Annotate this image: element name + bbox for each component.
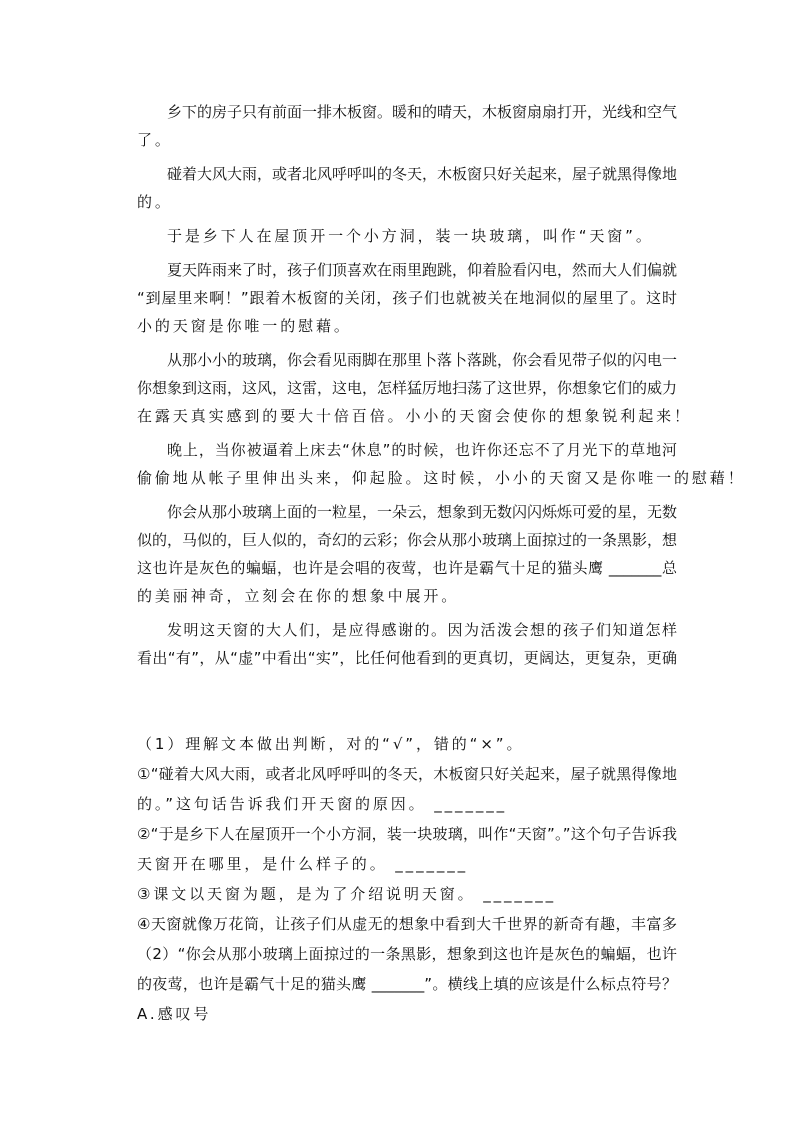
text-line: 发明这天窗的大人们，是应得感谢的。因为活泼会想的孩子们知道怎样 (167, 621, 677, 639)
paragraph-2 (137, 160, 677, 216)
text-line: 了。 (137, 131, 173, 149)
text-line: 偷偷地从帐子里伸出头来，仰起脸。这时候，小小的天窗又是你唯一的慰藉！ (137, 469, 746, 487)
question-2: （2）“你会从那小玻璃上面掠过的一条黑影，想象到这也许是灰色的蝙蝠，也许 (137, 945, 677, 963)
paragraph-1 (137, 98, 677, 154)
question-2-option-a: A.感叹号 (137, 1005, 212, 1023)
paragraph-8 (137, 616, 677, 672)
paragraph-4 (137, 256, 677, 340)
question-1-item-3: ③课文以天窗为题，是为了介绍说明天窗。 _______ (137, 885, 557, 903)
text-line: 的美丽神奇，立刻会在你的想象中展开。 (137, 587, 460, 605)
text-line: 于是乡下人在屋顶开一个小方洞，装一块玻璃，叫作“天窗”。 (167, 227, 654, 245)
text-line: 看出“有”，从“虚”中看出“实”，比任何他看到的更真切，更阔达，更复杂，更确 (137, 649, 677, 667)
question-1-item-2: ②“于是乡下人在屋顶开一个小方洞，装一块玻璃，叫作“天窗”。”这个句子告诉我 (137, 825, 677, 843)
text-line: 你想象到这雨，这风，这雷，这电，怎样猛厉地扫荡了这世界，你想象它们的威力 (137, 379, 677, 397)
paragraph-6 (137, 436, 746, 492)
questions (137, 729, 677, 1029)
paragraph-7 (137, 498, 677, 610)
text-line: 这也许是灰色的蝙蝠，也许是会唱的夜莺，也许是霸气十足的猫头鹰 _______总 (137, 559, 677, 577)
text-line: 碰着大风大雨，或者北风呼呼叫的冬天，木板窗只好关起来，屋子就黑得像地 (167, 165, 677, 183)
text-line: 从那小小的玻璃，你会看见雨脚在那里卜落卜落跳，你会看见带子似的闪电一 (167, 351, 677, 369)
passage (137, 98, 746, 678)
text-line: 你会从那小玻璃上面的一粒星，一朵云，想象到无数闪闪烁烁可爱的星，无数 (167, 503, 677, 521)
text-line: 小的天窗是你唯一的慰藉。 (137, 317, 352, 335)
text-line: 晚上，当你被逼着上床去“休息”的时候，也许你还忘不了月光下的草地河 (167, 441, 677, 459)
question-1-item-4: ④天窗就像万花筒，让孩子们从虚无的想象中看到大千世界的新奇有趣，丰富多 (137, 915, 677, 933)
question-1-item-2: 天窗开在哪里，是什么样子的。 _______ (137, 855, 469, 873)
question-1-title: （1）理解文本做出判断，对的“√”，错的“×”。 (137, 735, 525, 753)
text-line: 夏天阵雨来了时，孩子们顶喜欢在雨里跑跳，仰着脸看闪电，然而大人们偏就 (167, 261, 677, 279)
question-2: 的夜莺，也许是霸气十足的猫头鹰 _______”。横线上填的应该是什么标点符号？ (137, 975, 677, 993)
question-1-item-1: 的。”这句话告诉我们开天窗的原因。 _______ (137, 795, 508, 813)
paragraph-3 (137, 222, 677, 250)
text-line: 在露天真实感到的要大十倍百倍。小小的天窗会使你的想象锐利起来！ (137, 407, 692, 425)
text-line: 的。 (137, 193, 173, 211)
paragraph-5 (137, 346, 692, 430)
text-line: “到屋里来啊！”跟着木板窗的关闭，孩子们也就被关在地洞似的屋里了。这时 (137, 289, 677, 307)
question-1-item-1: ①“碰着大风大雨，或者北风呼呼叫的冬天，木板窗只好关起来，屋子就黑得像地 (137, 765, 677, 783)
text-line: 似的，马似的，巨人似的，奇幻的云彩；你会从那小玻璃上面掠过的一条黑影，想 (137, 531, 677, 549)
text-line: 乡下的房子只有前面一排木板窗。暖和的晴天，木板窗扇扇打开，光线和空气 (167, 103, 677, 121)
